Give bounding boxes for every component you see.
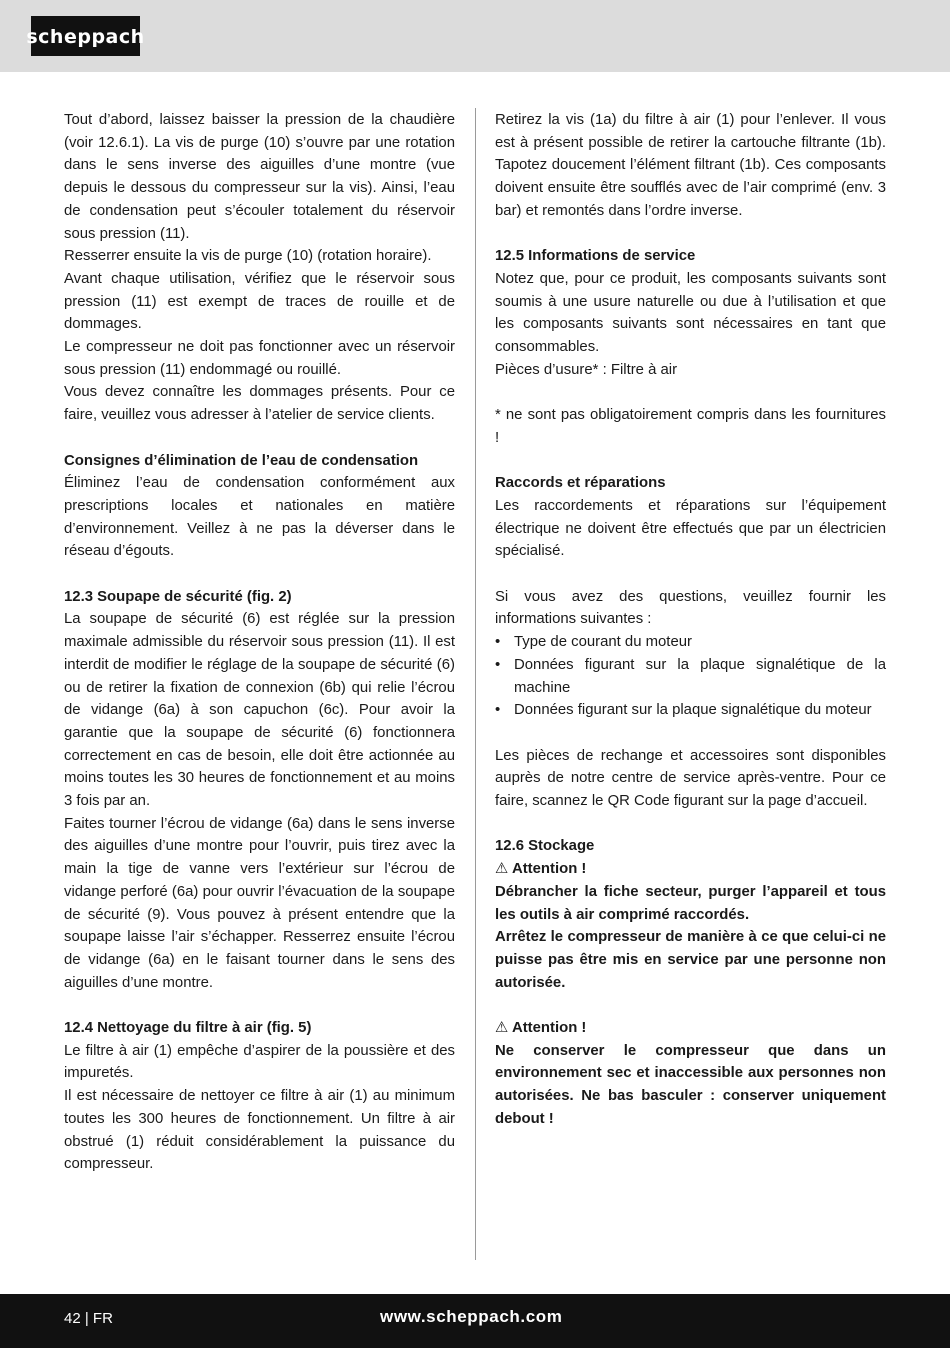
warning-heading-2: ⚠ Attention !: [495, 1020, 587, 1037]
bullet-glyph: •: [495, 702, 501, 719]
bullet-glyph: •: [495, 634, 501, 651]
heading-air-filter: 12.4 Nettoyage du filtre à air (fig. 5): [64, 1020, 312, 1037]
warning-triangle-icon: ⚠: [495, 1020, 509, 1037]
paragraph-connections-repairs: Les raccordements et réparations sur l’équipement électrique ne doivent être effectués que par un électricien spécialisé.: [495, 497, 886, 560]
paragraph-filter-removal: Retirez la vis (1a) du filtre à air (1) pour l’enlever. Il vous est à présent possible de retirer la cartouche filtrante (1b). Tapotez doucement l’élément filtrant (1b). Ces composants doivent ensuite être soufflés avec de l’air comprimé (env. 3 bar) et remontés dans l’ordre inverse.: [495, 112, 886, 219]
paragraph-questions: Si vous avez des questions, veuillez fournir les informations suivantes :: [495, 588, 886, 628]
paragraph-footnote: * ne sont pas obligatoirement compris dans les fournitures !: [495, 407, 886, 446]
warning-text-secure: Arrêtez le compresseur de manière à ce que celui-ci ne puisse pas être mis en service par une personne non autorisée.: [495, 929, 886, 991]
page-footer: [0, 1294, 950, 1348]
list-item: • Données figurant sur la plaque signalétique du moteur: [495, 699, 886, 722]
paragraph-retighten: Resserrer ensuite la vis de purge (10) (rotation horaire).: [64, 248, 432, 265]
paragraph-service-contact: Vous devez connaître les dommages présents. Pour ce faire, veuillez vous adresser à l’atelier de service clients.: [64, 384, 455, 424]
left-column: [64, 109, 455, 1176]
warning-triangle-icon: ⚠: [495, 861, 509, 878]
list-item: • Type de courant du moteur: [495, 631, 886, 654]
heading-safety-valve: 12.3 Soupape de sécurité (fig. 2): [64, 588, 292, 605]
list-item: • Données figurant sur la plaque signalétique de la machine: [495, 654, 886, 699]
paragraph-safety-valve-setting: La soupape de sécurité (6) est réglée sur la pression maximale admissible du réservoir sous pression (11). Il est interdit de modifier le réglage de la soupape de sécurité (6) ou de retirer la fixation de connexion (6b) qui relie l’écrou de vidange (6a) à son capuchon (6c). Pour avoir la garantie que la soupape de sécurité (6) fonctionnera correctement en cas de besoin, elle doit être actionnée au moins toutes les 30 heures de fonctionnement et au moins 3 fois par an.: [64, 611, 455, 810]
paragraph-drain-intro: Tout d’abord, laissez baisser la pression de la chaudière (voir 12.6.1). La vis de purge (10) s’ouvre par une rotation dans le sens inverse des aiguilles d’une montre (vue depuis le dessous du compresseur sur la vis). Ainsi, l’eau de condensation peut s’écouler totalement du réservoir sous pression (11).: [64, 112, 455, 242]
heading-service-info: 12.5 Informations de service: [495, 248, 696, 265]
heading-condensation: Consignes d’élimination de l’eau de condensation: [64, 452, 419, 469]
right-column: [495, 109, 886, 1131]
bullet-glyph: •: [495, 656, 501, 673]
warning-heading-1: ⚠ Attention !: [495, 861, 587, 878]
info-list: [495, 631, 886, 722]
column-divider: [475, 108, 476, 1260]
paragraph-spare-parts: Les pièces de rechange et accessoires sont disponibles auprès de notre centre de service après-ventre. Pour ce faire, scannez le QR Code figurant sur la page d’accueil.: [495, 747, 886, 810]
paragraph-wear-parts: Pièces d’usure* : Filtre à air: [495, 361, 678, 378]
paragraph-damaged-tank: Le compresseur ne doit pas fonctionner avec un réservoir sous pression (11) endommagé ou rouillé.: [64, 339, 455, 378]
paragraph-air-filter-cleaning: Il est nécessaire de nettoyer ce filtre à air (1) au minimum toutes les 300 heures de fonctionnement. Un filtre à air obstrué (1) réduit considérablement la puissance du compresseur.: [64, 1088, 455, 1173]
warning-text-unplug: Débrancher la fiche secteur, purger l’appareil et tous les outils à air comprimé raccordés.: [495, 883, 886, 923]
paragraph-check-tank: Avant chaque utilisation, vérifiez que le réservoir sous pression (11) est exempt de traces de rouille et de dommages.: [64, 270, 455, 333]
heading-connections-repairs: Raccords et réparations: [495, 475, 666, 492]
paragraph-safety-valve-operation: Faites tourner l’écrou de vidange (6a) dans le sens inverse des aiguilles d’une montre pour l’ouvrir, puis tirez avec la main la tige de vanne vers l’extérieur sur l’écrou de vidange perforé (6a) pour ouvrir l’évacuation de la soupape de sécurité (9). Vous pouvez à présent entendre que la soupape laisse l’air s’échapper. Resserrez ensuite l’écrou de vidange (6a) en le faisant tourner dans le sens des aiguilles d’une montre.: [64, 815, 455, 991]
page-number: 42 | FR: [64, 1310, 113, 1327]
paragraph-service-info: Notez que, pour ce produit, les composants suivants sont soumis à une usure naturelle ou due à l’utilisation et que les composants suivants sont nécessaires en tant que consommables.: [495, 270, 886, 356]
paragraph-air-filter-purpose: Le filtre à air (1) empêche d’aspirer de la poussière et des impuretés.: [64, 1042, 455, 1082]
heading-storage: 12.6 Stockage: [495, 838, 595, 855]
website-link[interactable]: www.scheppach.com: [380, 1307, 563, 1326]
warning-text-storage: Ne conserver le compresseur que dans un environnement sec et inaccessible aux personnes non autorisées. Ne bas basculer : conserver uniquement debout !: [495, 1042, 886, 1127]
paragraph-condensation: Éliminez l’eau de condensation conformément aux prescriptions locales et nationales en matière d’environnement. Veillez à ne pas la déverser dans le réseau d’égouts.: [64, 475, 455, 560]
page-header: [0, 0, 950, 72]
scheppach-logo: scheppach: [31, 16, 140, 56]
